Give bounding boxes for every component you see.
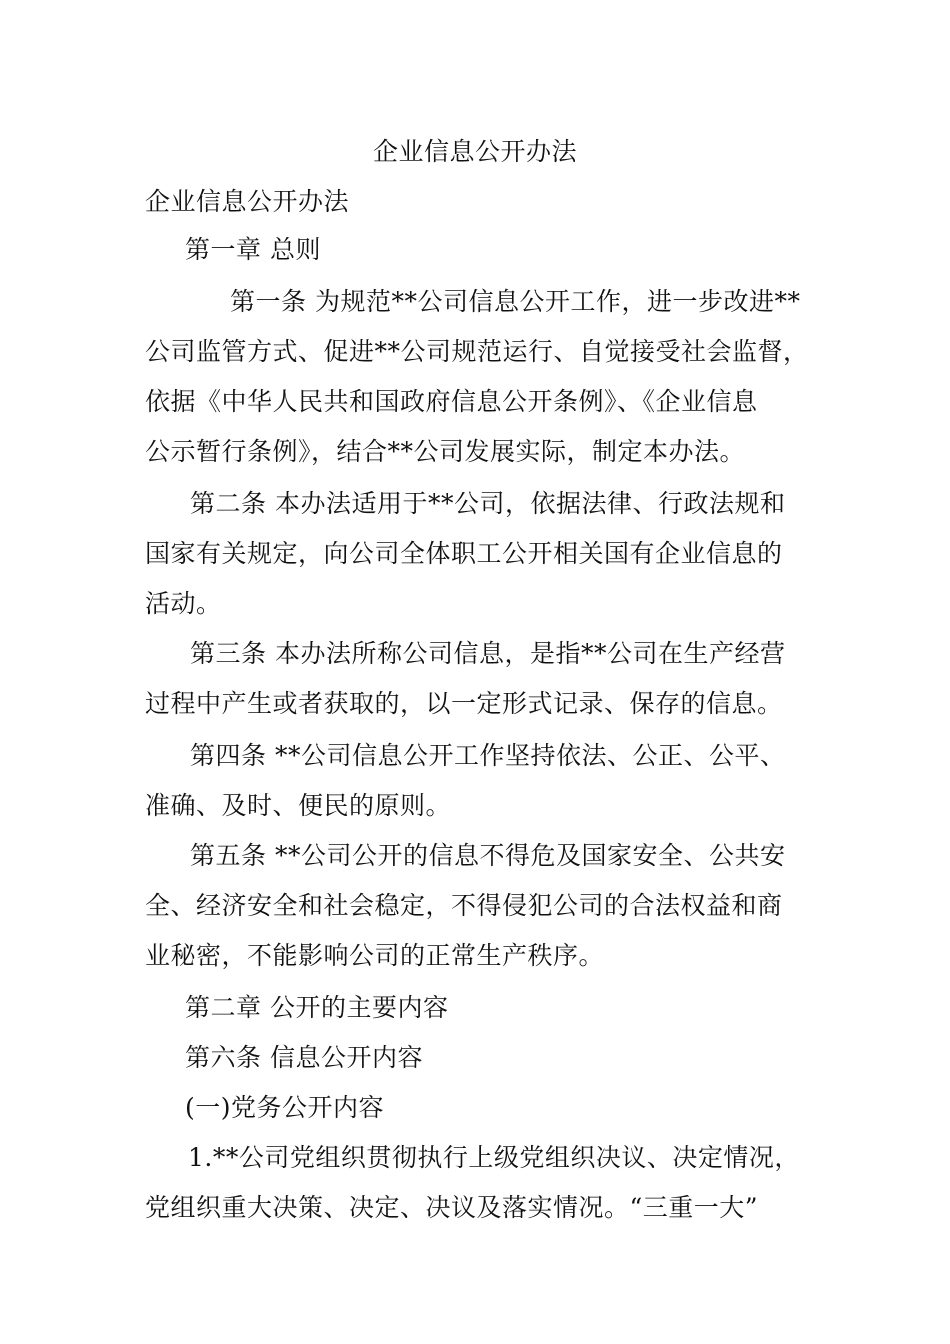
text-line: 公示暂行条例》，结合**公司发展实际，制定本办法。 — [145, 437, 746, 466]
text-line: 依据《中华人民共和国政府信息公开条例》、《企业信息 — [145, 387, 758, 416]
text-line: 活动。 — [145, 589, 222, 618]
section-heading: (一)党务公开内容 — [185, 1093, 385, 1122]
text-line: 过程中产生或者获取的，以一定形式记录、保存的信息。 — [145, 689, 783, 718]
text-line: 国家有关规定，向公司全体职工公开相关国有企业信息的 — [145, 539, 783, 568]
chapter-heading: 第二章 公开的主要内容 — [185, 993, 449, 1022]
text-line: 全、经济安全和社会稳定，不得侵犯公司的合法权益和商 — [145, 891, 783, 920]
text-line: 第二条 本办法适用于**公司，依据法律、行政法规和 — [190, 489, 786, 518]
text-line: 第五条 **公司公开的信息不得危及国家安全、公共安 — [190, 841, 786, 870]
text-line: 第一条 为规范**公司信息公开工作，进一步改进** — [230, 287, 801, 316]
text-line: 第四条 **公司信息公开工作坚持依法、公正、公平、 — [190, 741, 786, 770]
text-line: 业秘密，不能影响公司的正常生产秩序。 — [145, 941, 605, 970]
text-line: 1.**公司党组织贯彻执行上级党组织决议、决定情况， — [188, 1143, 800, 1172]
chapter-heading: 第一章 总则 — [185, 235, 321, 264]
text-line: 准确、及时、便民的原则。 — [145, 791, 452, 820]
text-line: 公司监管方式、促进**公司规范运行、自觉接受社会监督， — [145, 337, 809, 366]
article-heading: 第六条 信息公开内容 — [185, 1043, 423, 1072]
document-title: 企业信息公开办法 — [372, 137, 577, 166]
text-line: 企业信息公开办法 — [145, 187, 350, 216]
text-line: 党组织重大决策、决定、决议及落实情况。“三重一大” — [145, 1193, 759, 1222]
text-line: 第三条 本办法所称公司信息，是指**公司在生产经营 — [190, 639, 786, 668]
